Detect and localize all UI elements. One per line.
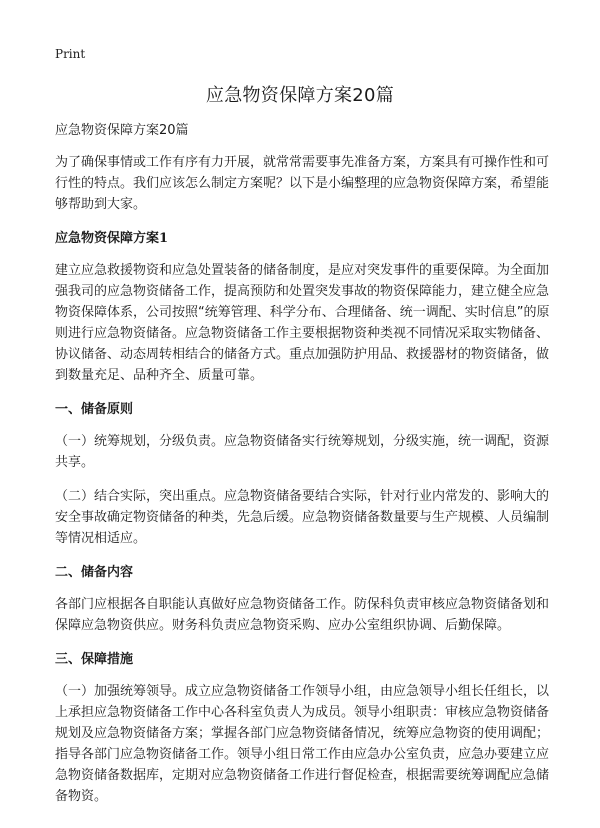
document-subtitle: 应急物资保障方案20篇 (55, 123, 189, 138)
measure-item-1: （一）加强统筹领导。成立应急物资储备工作领导小组，由应急领导小组长任组长，以上承担应急物资储备工作中心各科室负责人为成员。领导小组职责：审核应急物资储备规划及应急物资储备方案；掌握各部门应急物资储备情况，统筹应急物资的使用调配；指导各部门应急物资储备工作。领导小组日常工作由应急办公室负责，应急办要建立应急物资储备数据库，定期对应急物资储备工作进行督促检查，根据需要统筹调配应急储备物资。 (55, 684, 550, 804)
section-heading-plan-1: 应急物资保障方案1 (55, 231, 169, 246)
principle-item-1: （一）统筹规划，分级负责。应急物资储备实行统筹规划，分级实施，统一调配，资源共享。 (55, 434, 550, 470)
principle-item-2: （二）结合实际，突出重点。应急物资储备要结合实际，针对行业内常发的、影响大的安全事故确定物资储备的种类，先急后缓。应急物资储备数量要与生产规模、人员编制等情况相适应。 (55, 489, 550, 546)
section-heading-measures: 三、保障措施 (55, 652, 134, 667)
plan-1-paragraph: 建立应急救援物资和应急处置装备的储备制度，是应对突发事件的重要保障。为全面加强我司的应急物资储备工作，提高预防和处置突发事故的物资保障能力，建立健全应急物资保障体系，公司按照“统筹管理、科学分布、合理储备、统一调配、实时信息”的原则进行应急物资储备。应急物资储备工作主要根据物资种类视不同情况采取实物储备、协议储备、动态周转相结合的储备方式。重点加强防护用品、救援器材的物资储备，做到数量充足、品种齐全、质量可靠。 (55, 263, 550, 383)
section-heading-principles: 一、储备原则 (55, 402, 134, 417)
document-title: 应急物资保障方案20篇 (205, 85, 395, 106)
contents-paragraph: 各部门应根据各自职能认真做好应急物资储备工作。防保科负责审核应急物资储备划和保障应急物资供应。财务科负责应急物资采购、应办公室组织协调、后勤保障。 (55, 597, 550, 633)
intro-paragraph: 为了确保事情或工作有序有力开展，就常常需要事先准备方案，方案具有可操作性和可行性的特点。我们应该怎么制定方案呢？以下是小编整理的应急物资保障方案，希望能够帮助到大家。 (55, 155, 550, 212)
section-heading-contents: 二、储备内容 (55, 565, 134, 580)
document-body (55, 120, 550, 818)
print-link[interactable]: Print (55, 47, 86, 61)
